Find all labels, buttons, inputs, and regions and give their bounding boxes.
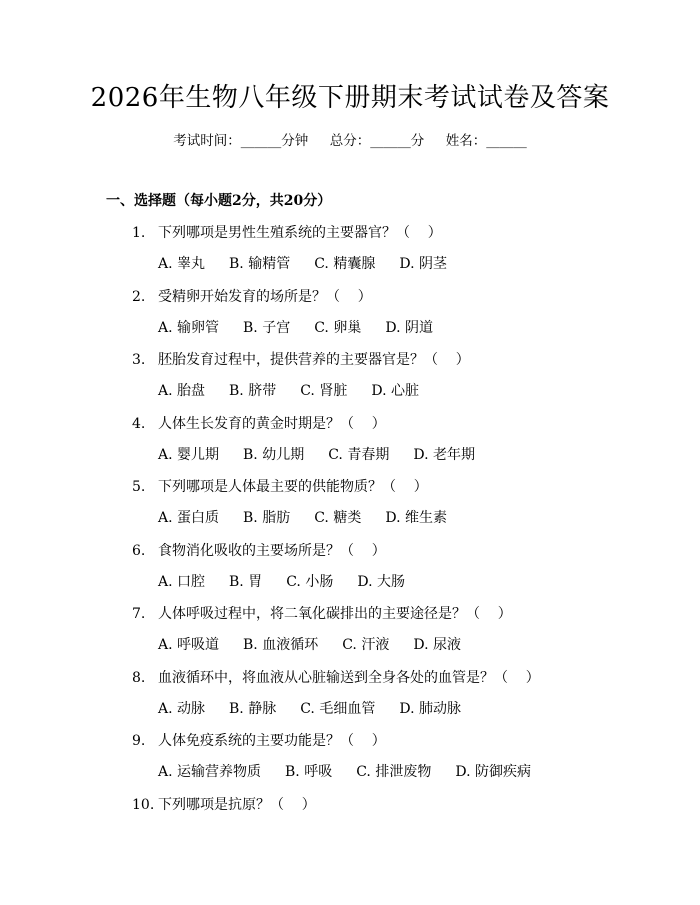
question-number: 4. (132, 415, 146, 432)
option-b: B. 输精管 (229, 256, 291, 272)
question-item (0, 603, 700, 667)
question-options (158, 380, 419, 402)
option-d: D. 阴茎 (399, 256, 447, 272)
option-a: A. 动脉 (158, 700, 206, 717)
option-a: A. 呼吸道 (158, 637, 220, 653)
question-options (158, 571, 405, 593)
option-a: A. 睾丸 (158, 256, 206, 272)
option-b: B. 胃 (229, 573, 263, 590)
question-text: 下列哪项是男性生殖系统的主要器官？（ ） (158, 225, 442, 241)
option-a: A. 胎盘 (158, 383, 206, 399)
question-number: 5. (132, 479, 146, 495)
option-b: B. 幼儿期 (243, 446, 305, 463)
question-text: 人体免疫系统的主要功能是？（ ） (158, 733, 386, 749)
option-a: A. 婴儿期 (158, 446, 220, 463)
option-c: C. 小肠 (286, 573, 334, 590)
question-number: 3. (132, 352, 146, 368)
question-item (0, 540, 700, 604)
option-a: A. 口腔 (158, 573, 206, 590)
question-item (0, 667, 700, 731)
question-item (0, 476, 700, 540)
question-text: 胚胎发育过程中，提供营养的主要器官是？（ ） (158, 352, 470, 368)
option-b: B. 脂肪 (243, 510, 291, 526)
question-options (158, 634, 461, 656)
option-b: B. 呼吸 (285, 764, 333, 780)
section-heading: 一、选择题（每小题2分，共20分） (106, 193, 332, 209)
option-d: D. 老年期 (413, 446, 475, 463)
question-number: 9. (132, 733, 146, 749)
option-d: D. 心脏 (371, 383, 419, 399)
question-options (158, 698, 461, 720)
option-b: B. 脐带 (229, 383, 277, 399)
question-item (0, 794, 700, 858)
question-item (0, 730, 700, 794)
question-options (158, 507, 447, 529)
question-text: 受精卵开始发育的场所是？（ ） (158, 288, 372, 305)
question-text: 下列哪项是抗原？（ ） (158, 796, 316, 813)
option-d: D. 防御疾病 (455, 764, 531, 780)
option-c: C. 毛细血管 (300, 700, 376, 717)
question-line (132, 222, 442, 244)
exam-info-line: 考试时间：______分钟 总分：______分 姓名：______ (173, 133, 527, 149)
question-line (132, 540, 386, 562)
question-options (158, 317, 433, 339)
question-number: 2. (132, 288, 146, 305)
option-b: B. 子宫 (243, 319, 291, 336)
question-line (132, 286, 372, 308)
question-number: 7. (132, 606, 146, 622)
option-a: A. 蛋白质 (158, 510, 220, 526)
question-line (132, 667, 540, 689)
question-item (0, 222, 700, 286)
question-item (0, 413, 700, 477)
question-line (132, 349, 470, 371)
question-options (158, 253, 447, 275)
question-line (132, 603, 512, 625)
option-a: A. 输卵管 (158, 319, 220, 336)
option-b: B. 静脉 (229, 700, 277, 717)
option-c: C. 糖类 (314, 510, 362, 526)
option-c: C. 肾脏 (300, 383, 348, 399)
question-text: 下列哪项是人体最主要的供能物质？（ ） (158, 479, 428, 495)
option-b: B. 血液循环 (243, 637, 319, 653)
option-c: C. 精囊腺 (314, 256, 376, 272)
question-text: 人体呼吸过程中，将二氧化碳排出的主要途径是？（ ） (158, 606, 512, 622)
option-c: C. 卵巢 (314, 319, 362, 336)
option-d: D. 尿液 (413, 637, 461, 653)
option-c: C. 排泄废物 (356, 764, 432, 780)
option-c: C. 汗液 (342, 637, 390, 653)
option-d: D. 维生素 (385, 510, 447, 526)
question-line (132, 730, 386, 752)
option-d: D. 肺动脉 (399, 700, 461, 717)
option-c: C. 青春期 (328, 446, 390, 463)
question-item (0, 349, 700, 413)
question-line (132, 476, 428, 498)
question-line (132, 413, 386, 435)
exam-title: 2026年生物八年级下册期末考试试卷及答案 (90, 83, 610, 113)
question-number: 10. (132, 796, 155, 813)
question-text: 人体生长发育的黄金时期是？（ ） (158, 415, 386, 432)
question-options (158, 444, 475, 466)
question-number: 6. (132, 542, 146, 559)
question-number: 1. (132, 225, 146, 241)
question-options (158, 761, 531, 783)
option-a: A. 运输营养物质 (158, 764, 262, 780)
question-number: 8. (132, 669, 146, 686)
question-text: 食物消化吸收的主要场所是？（ ） (158, 542, 386, 559)
option-d: D. 阴道 (385, 319, 433, 336)
question-text: 血液循环中，将血液从心脏输送到全身各处的血管是？（ ） (158, 669, 540, 686)
option-d: D. 大肠 (357, 573, 405, 590)
question-line (132, 794, 316, 816)
question-list (0, 222, 700, 857)
question-item (0, 286, 700, 350)
